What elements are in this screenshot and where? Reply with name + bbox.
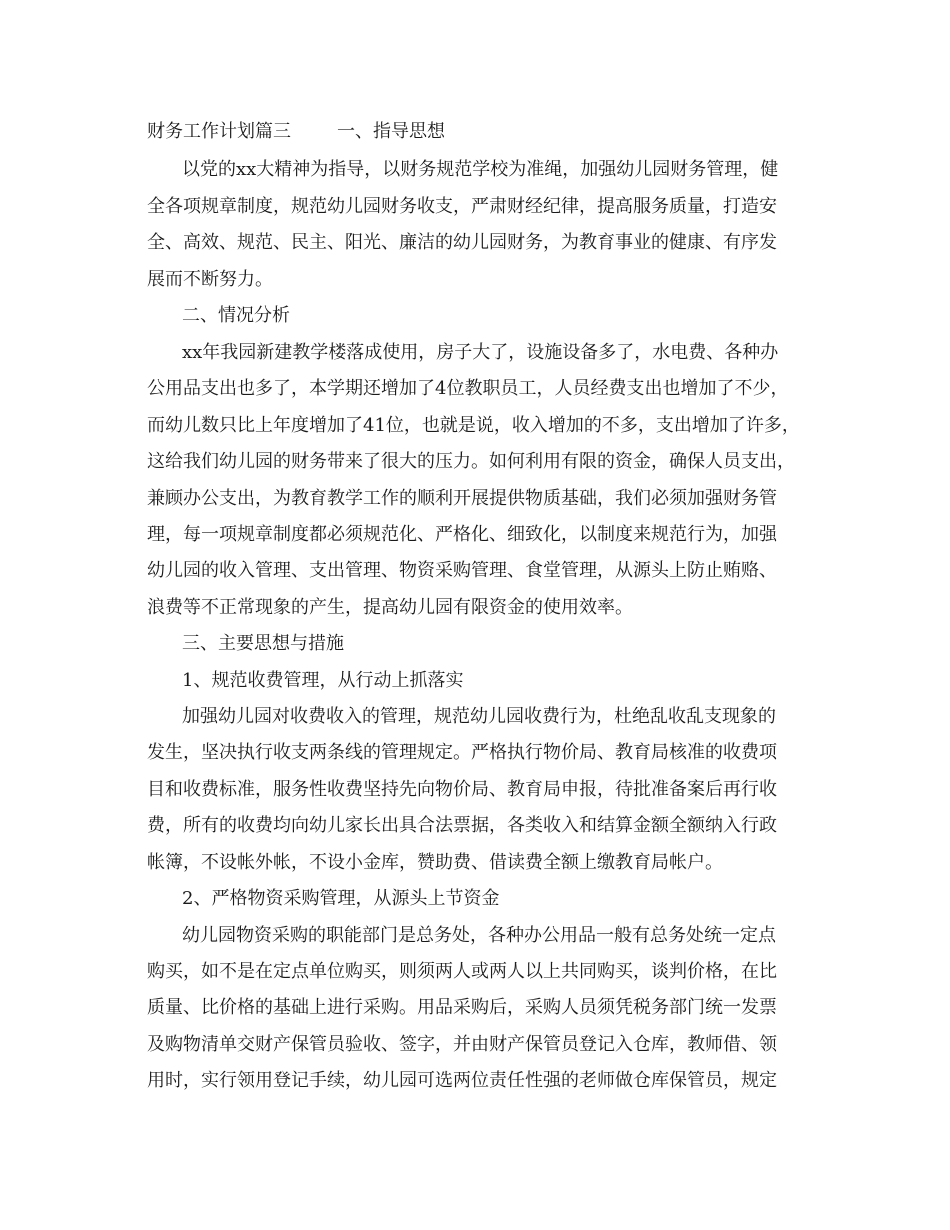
paragraph-3-line-4: 费，所有的收费均向幼儿家长出具合法票据，各类收入和结算金额全额纳入行政 xyxy=(147,815,777,836)
paragraph-2-line-7: 幼儿园的收入管理、支出管理、物资采购管理、食堂管理，从源头上防止贿赂、 xyxy=(147,560,777,581)
paragraph-4-line-4: 及购物清单交财产保管员验收、签字，并由财产保管员登记入仓库，教师借、领 xyxy=(147,1034,777,1055)
subsection-heading-1: 1、规范收费管理，从行动上抓落实 xyxy=(182,670,464,691)
title-row xyxy=(147,121,847,143)
paragraph-1-line-1: 以党的xx大精神为指导，以财务规范学校为准绳，加强幼儿园财务管理，健 xyxy=(182,159,779,180)
paragraph-3-line-5: 帐簿，不设帐外帐，不设小金库，赞助费、借读费全额上缴教育局帐户。 xyxy=(147,852,723,873)
paragraph-1-line-3: 全、高效、规范、民主、阳光、廉洁的幼儿园财务，为教育事业的健康、有序发 xyxy=(147,232,777,253)
subsection-heading-2: 2、严格物资采购管理，从源头上节资金 xyxy=(182,888,500,909)
paragraph-2-line-4: 这给我们幼儿园的财务带来了很大的压力。如何利用有限的资金，确保人员支出， xyxy=(147,451,795,472)
paragraph-4-line-2: 购买，如不是在定点单位购买，则须两人或两人以上共同购买，谈判价格，在比 xyxy=(147,961,777,982)
paragraph-2-line-2: 公用品支出也多了，本学期还增加了4位教职员工，人员经费支出也增加了不少， xyxy=(147,378,789,399)
paragraph-2-line-5: 兼顾办公支出，为教育教学工作的顺利开展提供物质基础，我们必须加强财务管 xyxy=(147,488,777,509)
paragraph-4-line-1: 幼儿园物资采购的职能部门是总务处，各种办公用品一般有总务处统一定点 xyxy=(182,925,776,946)
paragraph-2-line-1: xx年我园新建教学楼落成使用，房子大了，设施设备多了，水电费、各种办 xyxy=(182,342,779,363)
paragraph-4-line-3: 质量、比价格的基础上进行采购。用品采购后，采购人员须凭税务部门统一发票 xyxy=(147,997,777,1018)
paragraph-2-line-3: 而幼儿数只比上年度增加了41位，也就是说，收入增加的不多，支出增加了许多， xyxy=(147,415,800,436)
paragraph-2-line-6: 理，每一项规章制度都必须规范化、严格化、细致化，以制度来规范行为，加强 xyxy=(147,524,777,545)
paragraph-2-line-8: 浪费等不正常现象的产生，提高幼儿园有限资金的使用效率。 xyxy=(147,597,633,618)
section-heading-1: 一、指导思想 xyxy=(337,121,445,142)
paragraph-1-line-4: 展而不断努力。 xyxy=(147,269,273,290)
section-heading-2: 二、情况分析 xyxy=(182,305,290,326)
paragraph-3-line-1: 加强幼儿园对收费收入的管理，规范幼儿园收费行为，杜绝乱收乱支现象的 xyxy=(182,706,776,727)
section-heading-3: 三、主要思想与措施 xyxy=(182,633,344,654)
paragraph-3-line-3: 目和收费标准，服务性收费坚持先向物价局、教育局申报，待批准备案后再行收 xyxy=(147,779,777,800)
paragraph-3-line-2: 发生，坚决执行收支两条线的管理规定。严格执行物价局、教育局核准的收费项 xyxy=(147,742,777,763)
document-title: 财务工作计划篇三 xyxy=(147,121,291,142)
paragraph-1-line-2: 全各项规章制度，规范幼儿园财务收支，严肃财经纪律，提高服务质量，打造安 xyxy=(147,196,777,217)
paragraph-4-line-5: 用时，实行领用登记手续，幼儿园可选两位责任性强的老师做仓库保管员，规定 xyxy=(147,1070,777,1091)
